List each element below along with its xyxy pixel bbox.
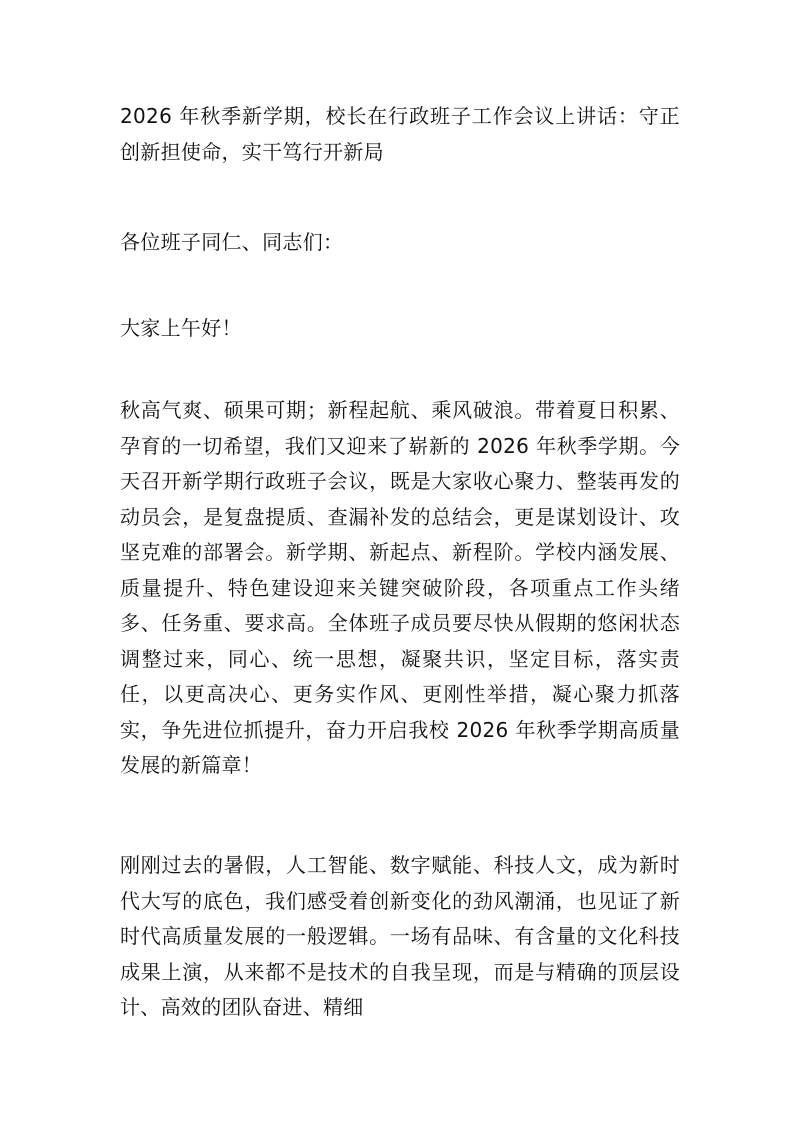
salutation: 各位班子同仁、同志们： — [120, 230, 344, 254]
document-title: 2026 年秋季新学期，校长在行政班子工作会议上讲话：守正创新担使命，实干笃行开新局 — [120, 104, 680, 164]
greeting: 大家上午好！ — [120, 316, 242, 340]
body-paragraph: 刚刚过去的暑假，人工智能、数字赋能、科技人文，成为新时代大写的底色，我们感受着创新变化的劲风潮涌，也见证了新时代高质量发展的一般逻辑。一场有品味、有含量的文化科技成果上演，从来都不是技术的自我呈现，而是与精确的顶层设计、高效的团队奋进、精细 — [120, 853, 680, 1019]
body-paragraph: 秋高气爽、硕果可期；新程起航、乘风破浪。带着夏日积累、孕育的一切希望，我们又迎来了崭新的 2026 年秋季学期。今天召开新学期行政班子会议，既是大家收心聚力、整装再发的动员会，是复盘提质、查漏补发的总结会，更是谋划设计、攻坚克难的部署会。新学期、新起点、新程阶。学校内涵发展、质量提升、特色建设迎来关键突破阶段，各项重点工作头绪多、任务重、要求高。全体班子成员要尽快从假期的悠闲状态调整过来，同心、统一思想，凝聚共识，坚定目标，落实责任，以更高决心、更务实作风、更刚性举措，凝心聚力抓落实，争先进位抓提升，奋力开启我校 2026 年秋季学期高质量发展的新篇章！ — [120, 398, 680, 777]
